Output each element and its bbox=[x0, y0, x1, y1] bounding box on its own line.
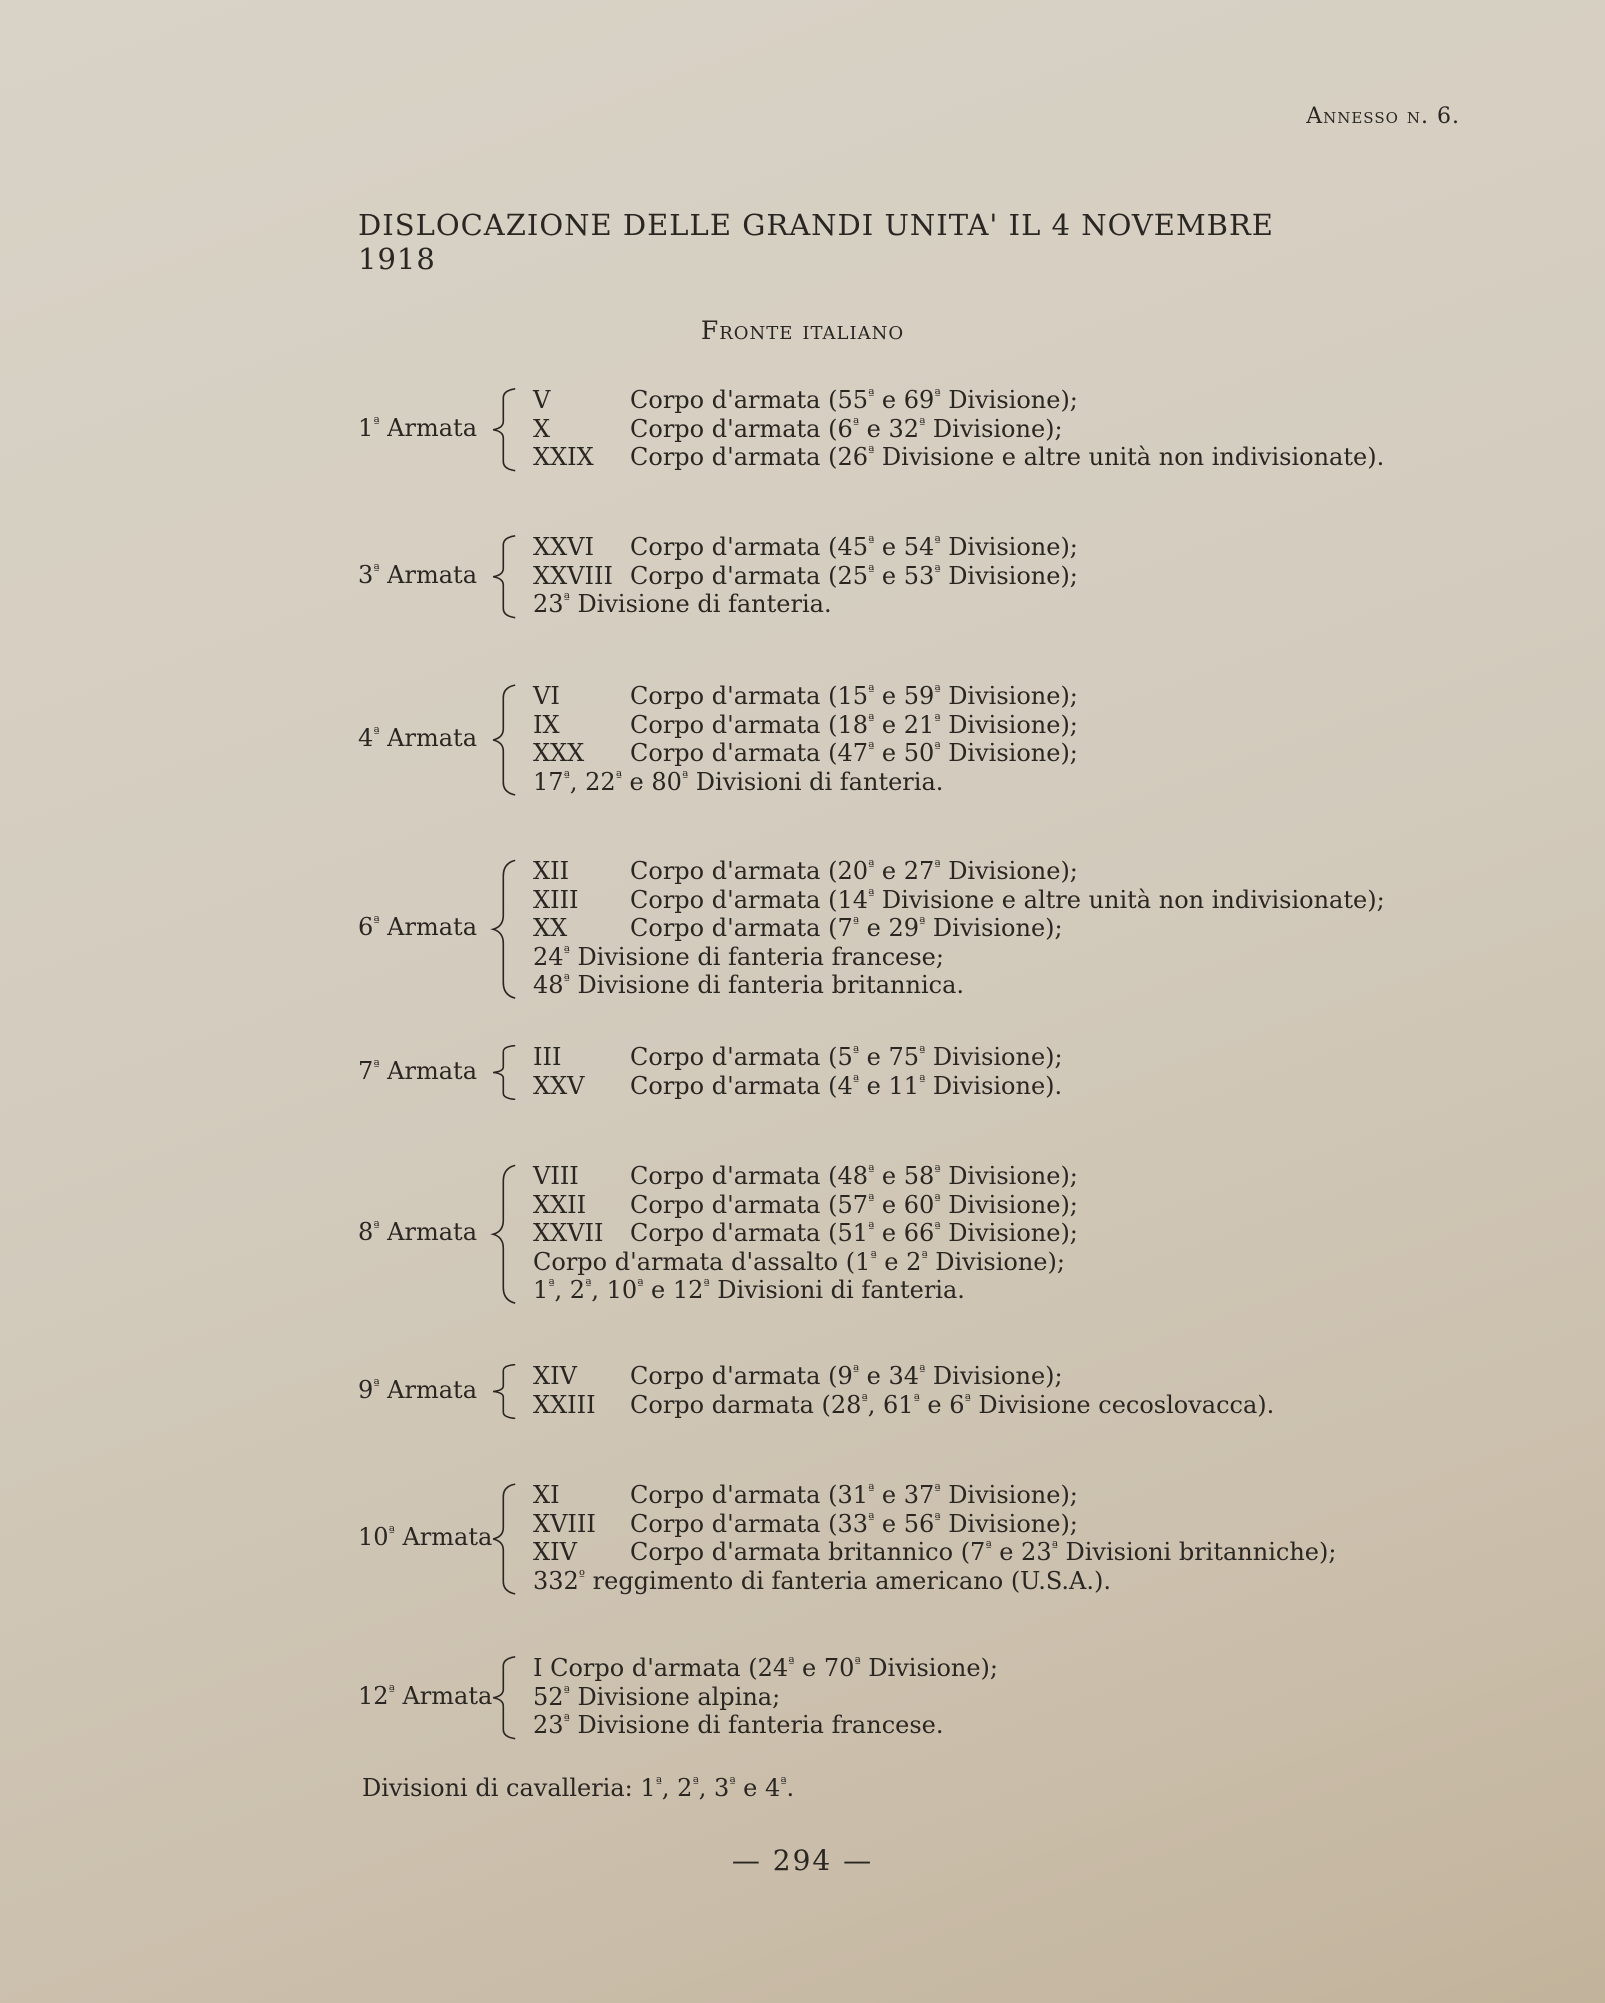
unit-description: Corpo d'armata ($20^ª$ e $27^ª$ Divisione); bbox=[630, 857, 1078, 885]
unit-description: I Corpo d'armata ($24^ª$ e $70^ª$ Divisione); bbox=[533, 1654, 999, 1682]
army-group bbox=[358, 1162, 1408, 1305]
corps-number: XXV bbox=[533, 1071, 585, 1100]
unit-description: Corpo d'armata ($5^ª$ e $75^ª$ Divisione); bbox=[630, 1043, 1063, 1071]
unit-line bbox=[533, 971, 1385, 1000]
unit-description: Corpo d'armata ($51^ª$ e $66^ª$ Divisione); bbox=[630, 1219, 1078, 1247]
army-name: $8^ª$ Armata bbox=[358, 1218, 477, 1247]
brace-icon bbox=[488, 388, 522, 472]
unit-line bbox=[533, 1711, 998, 1740]
unit-description: $23^ª$ Divisione di fanteria. bbox=[533, 590, 832, 618]
unit-line bbox=[533, 533, 1078, 562]
brace-icon bbox=[488, 1045, 522, 1100]
unit-description: Corpo d'armata ($26^ª$ Divisione e altre unità non indivisionate). bbox=[630, 443, 1385, 471]
army-group bbox=[358, 1043, 1408, 1100]
brace-icon bbox=[488, 1483, 522, 1595]
army-group bbox=[358, 682, 1408, 796]
army-group bbox=[358, 1481, 1408, 1595]
corps-number: XXX bbox=[533, 739, 585, 767]
unit-line bbox=[533, 682, 1078, 711]
army-name: $10^ª$ Armata bbox=[358, 1523, 493, 1551]
unit-description: Corpo d'armata ($33^ª$ e $56^ª$ Divisione); bbox=[630, 1509, 1078, 1538]
unit-line bbox=[533, 1219, 1078, 1248]
cavalry-note: Divisioni di cavalleria: $1^ª$, $2^ª$, $3^ª$ e $4^ª$. bbox=[362, 1774, 795, 1802]
corps-number: XXII bbox=[533, 1190, 587, 1219]
unit-description: $48^ª$ Divisione di fanteria britannica. bbox=[533, 971, 965, 999]
unit-description: Corpo d'armata ($25^ª$ e $53^ª$ Divisione); bbox=[630, 561, 1078, 590]
army-name: $7^ª$ Armata bbox=[358, 1056, 477, 1085]
unit-line bbox=[533, 739, 1078, 768]
unit-line bbox=[533, 1481, 1336, 1510]
unit-description: Corpo d'armata ($47^ª$ e $50^ª$ Divisione); bbox=[630, 739, 1078, 767]
corps-number: XVIII bbox=[533, 1509, 596, 1538]
corps-number: XXIX bbox=[533, 443, 594, 471]
unit-description: Corpo d'armata ($18^ª$ e $21^ª$ Divisione); bbox=[630, 710, 1078, 739]
unit-description: $24^ª$ Divisione di fanteria francese; bbox=[533, 942, 944, 971]
unit-description: Corpo darmata ($28^ª$, $61^ª$ e $6^ª$ Divisione cecoslovacca). bbox=[630, 1390, 1275, 1419]
army-group bbox=[358, 1362, 1408, 1419]
unit-line bbox=[533, 1510, 1336, 1539]
unit-description: Corpo d'armata britannico ($7^ª$ e $23^ª$ Divisioni britanniche); bbox=[630, 1538, 1337, 1566]
unit-description: Corpo d'armata ($15^ª$ e $59^ª$ Divisione); bbox=[630, 682, 1078, 710]
section-subtitle: Fronte italiano bbox=[700, 316, 905, 345]
unit-line bbox=[533, 1654, 998, 1683]
corps-number: X bbox=[533, 414, 551, 443]
unit-description: $332^º$ reggimento di fanteria americano (U.S.A.). bbox=[533, 1566, 1111, 1595]
army-name: $3^ª$ Armata bbox=[358, 560, 477, 589]
corps-number: XIII bbox=[533, 885, 579, 914]
unit-description: Corpo d'armata ($9^ª$ e $34^ª$ Divisione); bbox=[630, 1362, 1063, 1390]
army-group bbox=[358, 1654, 1408, 1740]
corps-number: V bbox=[533, 386, 551, 414]
unit-line bbox=[533, 386, 1384, 415]
unit-line bbox=[533, 562, 1078, 591]
unit-line bbox=[533, 768, 1078, 797]
unit-description: $23^ª$ Divisione di fanteria francese. bbox=[533, 1711, 944, 1739]
unit-description: Corpo d'armata ($6^ª$ e $32^ª$ Divisione); bbox=[630, 414, 1063, 443]
unit-line bbox=[533, 943, 1385, 972]
corps-number: III bbox=[533, 1043, 562, 1071]
corps-number: XI bbox=[533, 1481, 560, 1509]
unit-description: Corpo d'armata ($45^ª$ e $54^ª$ Divisione); bbox=[630, 533, 1078, 561]
unit-description: Corpo d'armata ($4^ª$ e $11^ª$ Divisione). bbox=[630, 1071, 1063, 1100]
unit-line bbox=[533, 1683, 998, 1712]
brace-icon bbox=[488, 535, 522, 619]
corps-number: XII bbox=[533, 857, 570, 885]
unit-line bbox=[533, 1538, 1336, 1567]
army-name: $12^ª$ Armata bbox=[358, 1681, 493, 1710]
unit-line bbox=[533, 1567, 1336, 1596]
army-group bbox=[358, 857, 1408, 1000]
unit-line bbox=[533, 443, 1384, 472]
unit-line bbox=[533, 857, 1385, 886]
unit-line bbox=[533, 415, 1384, 444]
brace-icon bbox=[488, 1656, 522, 1740]
brace-icon bbox=[488, 1364, 522, 1419]
unit-description: $17^ª$, $22^ª$ e $80^ª$ Divisioni di fanteria. bbox=[533, 767, 944, 796]
corps-number: XXVI bbox=[533, 533, 594, 561]
unit-line bbox=[533, 1191, 1078, 1220]
unit-description: Corpo d'armata d'assalto ($1^ª$ e $2^ª$ Divisione); bbox=[533, 1247, 1065, 1276]
corps-number: VIII bbox=[533, 1162, 579, 1190]
army-name: $6^ª$ Armata bbox=[358, 913, 477, 942]
unit-line bbox=[533, 914, 1385, 943]
corps-number: VI bbox=[533, 682, 560, 710]
brace-icon bbox=[488, 859, 522, 1000]
unit-line bbox=[533, 711, 1078, 740]
unit-description: Corpo d'armata ($57^ª$ e $60^ª$ Divisione); bbox=[630, 1190, 1078, 1219]
unit-line bbox=[533, 590, 1078, 619]
corps-number: XXIII bbox=[533, 1390, 596, 1419]
army-name: $4^ª$ Armata bbox=[358, 724, 477, 752]
corps-number: XXVIII bbox=[533, 561, 613, 590]
corps-number: XX bbox=[533, 914, 568, 942]
unit-line bbox=[533, 1043, 1063, 1072]
unit-line bbox=[533, 1276, 1078, 1305]
unit-line bbox=[533, 1391, 1274, 1420]
unit-description: Corpo d'armata ($7^ª$ e $29^ª$ Divisione); bbox=[630, 914, 1063, 942]
army-group bbox=[358, 386, 1408, 472]
unit-line bbox=[533, 1248, 1078, 1277]
unit-description: Corpo d'armata ($14^ª$ Divisione e altre unità non indivisionate); bbox=[630, 885, 1385, 914]
army-name: $1^ª$ Armata bbox=[358, 413, 477, 442]
unit-line bbox=[533, 1162, 1078, 1191]
unit-line bbox=[533, 1362, 1274, 1391]
corps-number: IX bbox=[533, 710, 560, 739]
unit-description: $1^ª$, $2^ª$, $10^ª$ e $12^ª$ Divisioni di fanteria. bbox=[533, 1276, 965, 1304]
brace-icon bbox=[488, 1164, 522, 1305]
unit-description: Corpo d'armata ($31^ª$ e $37^ª$ Divisione); bbox=[630, 1481, 1078, 1509]
page-title: DISLOCAZIONE DELLE GRANDI UNITA' IL 4 NOVEMBRE 1918 bbox=[358, 208, 1274, 276]
army-group bbox=[358, 533, 1408, 619]
unit-description: Corpo d'armata ($55^ª$ e $69^ª$ Divisione); bbox=[630, 386, 1078, 414]
annex-label: Annesso n. 6. bbox=[1306, 104, 1460, 129]
corps-number: XXVII bbox=[533, 1219, 604, 1247]
army-name: $9^ª$ Armata bbox=[358, 1375, 477, 1404]
brace-icon bbox=[488, 684, 522, 796]
unit-description: Corpo d'armata ($48^ª$ e $58^ª$ Divisione); bbox=[630, 1162, 1078, 1190]
page-number: — 294 — bbox=[731, 1844, 874, 1877]
corps-number: XIV bbox=[533, 1362, 577, 1390]
unit-line bbox=[533, 1072, 1063, 1101]
corps-number: XIV bbox=[533, 1538, 577, 1566]
unit-line bbox=[533, 886, 1385, 915]
unit-description: $52^ª$ Divisione alpina; bbox=[533, 1682, 781, 1711]
